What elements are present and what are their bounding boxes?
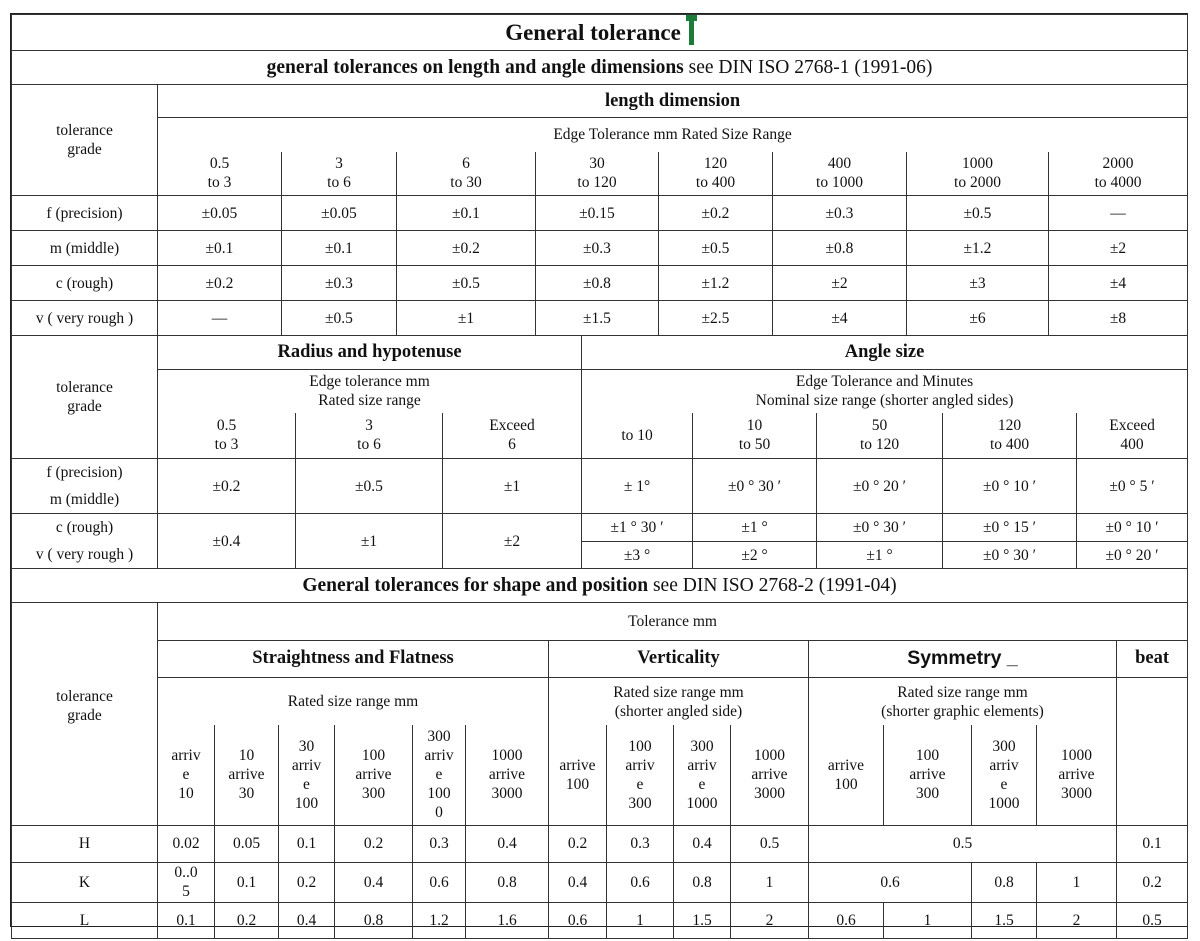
vert-value: 0.4 [674, 825, 731, 862]
shape-grade: H [12, 825, 158, 862]
length-range-header [907, 152, 1049, 196]
length-value: ±0.15 [536, 196, 659, 231]
length-row-grade: m (middle) [12, 231, 158, 266]
vert-value: 0.4 [549, 862, 607, 902]
beat-caption-empty [1117, 678, 1188, 725]
vert-range-header-line: 1000 [754, 747, 785, 765]
angle-v-value: ±2 ° [693, 542, 817, 569]
sym-range-header-line: 100 [915, 747, 940, 765]
vert-range-header-line: 300 [628, 794, 652, 812]
angle-range-header-line: 10 [746, 417, 763, 435]
straight-range-header-line: 300 [361, 785, 386, 803]
sym-range-header-line: arrive [827, 756, 865, 774]
straight-range-header-line: arriv [171, 747, 201, 765]
shape-heading-bold: General tolerances for shape and position [302, 575, 649, 596]
vert-range-header-line: arriv [687, 756, 717, 774]
radius-range-header-line: to 3 [214, 436, 239, 454]
vert-range-header-line: arrive [559, 756, 596, 774]
length-value: ±4 [773, 301, 907, 336]
length-range-header-line: 6 [462, 155, 470, 173]
straight-value: 0.3 [413, 825, 466, 862]
angle-v-value: ±3 ° [582, 542, 693, 569]
sym-value: 1.5 [972, 902, 1037, 938]
vert-range-header [549, 725, 607, 825]
straight-range-header [158, 725, 215, 825]
length-values-body [12, 196, 1188, 336]
straight-caption: Rated size range mm [158, 678, 549, 725]
sym-merged-value: 0.5 [809, 825, 1117, 862]
radius-range-header [443, 413, 582, 459]
length-range-header-line: 0.5 [209, 155, 230, 173]
length-ranges-row [12, 152, 1188, 196]
length-value: ±0.05 [158, 196, 282, 231]
vert-range-header-line: 300 [690, 737, 714, 755]
length-range-header-line: 120 [703, 155, 728, 173]
radius-caption [158, 370, 582, 413]
vert-value: 0.5 [731, 825, 809, 862]
straight-value: 0.4 [335, 862, 413, 902]
angle-range-header [582, 413, 693, 459]
length-range-header-line: to 4000 [1094, 174, 1142, 192]
vert-range-header-line: 100 [565, 775, 590, 793]
length-value: ±0.3 [536, 231, 659, 266]
length-value: ±0.3 [773, 196, 907, 231]
vert-value: 2 [731, 902, 809, 938]
length-value: ±0.5 [282, 301, 397, 336]
straight-value: 0.1 [158, 902, 215, 938]
length-range-header-line: to 120 [577, 174, 617, 192]
straightness-title: Straightness and Flatness [158, 640, 549, 678]
length-dimension-title: length dimension [158, 85, 1188, 118]
radius-cv-value: ±2 [443, 514, 582, 569]
straight-range-header-line: e [303, 775, 310, 793]
straight-value: 0.2 [279, 862, 335, 902]
straight-value: 0.4 [279, 902, 335, 938]
beat-range-blank [1117, 725, 1188, 825]
straight-range-header-line: 100 [361, 747, 386, 765]
sym-range-header-line: arrive [1058, 766, 1095, 784]
length-value: ±2 [1049, 231, 1188, 266]
angle-fm-value: ±0 ° 30 ′ [693, 459, 817, 514]
length-value: ±6 [907, 301, 1049, 336]
radius-angle-ranges-row [12, 413, 1188, 459]
length-value: ±0.1 [397, 196, 536, 231]
radius-fm-value: ±1 [443, 459, 582, 514]
length-dimension-table [11, 84, 1188, 336]
length-value: ±0.2 [659, 196, 773, 231]
length-range-header [1049, 152, 1188, 196]
vert-caption-line1: Rated size range mm [613, 683, 744, 701]
sym-range-header-line: 1000 [988, 794, 1020, 812]
grade-label-line1: tolerance [56, 688, 113, 705]
angle-c-value: ±1 ° 30 ′ [582, 514, 693, 542]
radius-title: Radius and hypotenuse [158, 336, 582, 370]
length-range-header-line: to 1000 [816, 174, 863, 192]
angle-range-header-line: to 10 [621, 426, 653, 444]
sym-range-header-line: 100 [834, 775, 858, 793]
title-table [11, 14, 1188, 85]
length-row [12, 231, 1188, 266]
straight-range-header-line: 30 [298, 737, 315, 755]
length-range-header-line: 2000 [1102, 155, 1134, 173]
sym-range-header-line: 300 [992, 737, 1016, 755]
vert-range-header [607, 725, 674, 825]
length-value: ±0.05 [282, 196, 397, 231]
vert-value: 0.6 [607, 862, 674, 902]
beat-value: 0.1 [1117, 825, 1188, 862]
straight-value: 0.02 [158, 825, 215, 862]
sym-range-header [972, 725, 1037, 825]
angle-c-value: ±0 ° 10 ′ [1077, 514, 1188, 542]
length-edge-caption: Edge Tolerance mm Rated Size Range [158, 118, 1188, 152]
radius-range-header-line: 0.5 [216, 417, 237, 435]
length-range-header [659, 152, 773, 196]
straight-value: 0.4 [466, 825, 549, 862]
length-heading-ref: see DIN ISO 2768-1 (1991-06) [683, 57, 933, 78]
grade-label-line2: grade [67, 398, 102, 415]
length-value: ±0.5 [907, 196, 1049, 231]
straight-range-header [335, 725, 413, 825]
vert-value: 1.5 [674, 902, 731, 938]
radius-range-header-line: to 6 [357, 436, 381, 454]
length-row-grade: v ( very rough ) [12, 301, 158, 336]
length-row-grade: c (rough) [12, 266, 158, 301]
straight-range-header [466, 725, 549, 825]
length-row [12, 196, 1188, 231]
shape-grade: K [12, 862, 158, 902]
straight-range-header-line: 100 [427, 785, 451, 803]
sym-value: 1 [1037, 862, 1117, 902]
vert-caption [549, 678, 809, 725]
straight-range-header-line: 0 [435, 804, 443, 822]
straight-value: 0.05 [215, 825, 279, 862]
straight-range-header-line: e [435, 766, 443, 784]
tolerance-mm-caption: Tolerance mm [158, 603, 1188, 641]
straight-range-header [279, 725, 335, 825]
length-value: ±3 [907, 266, 1049, 301]
length-value: ±0.2 [158, 266, 282, 301]
angle-v-value: ±1 ° [817, 542, 943, 569]
vert-range-header-line: e [698, 775, 706, 793]
angle-caption-line2: Nominal size range (shorter angled sides) [755, 392, 1014, 410]
straight-value: 0.2 [215, 902, 279, 938]
straight-value: 0.1 [279, 825, 335, 862]
length-range-header [158, 152, 282, 196]
beat-title: beat [1117, 640, 1188, 678]
length-value: ±0.2 [397, 231, 536, 266]
length-value: — [158, 301, 282, 336]
sym-caption-line1: Rated size range mm [897, 683, 1028, 701]
grade-c: c (rough) [12, 514, 158, 542]
verticality-title: Verticality [549, 640, 809, 678]
radius-caption-line2: Rated size range [318, 392, 421, 410]
angle-caption [582, 370, 1188, 413]
length-value: ±8 [1049, 301, 1188, 336]
straight-range-header-line: 300 [427, 728, 451, 746]
straight-range-header-line: arrive [355, 766, 392, 784]
straight-value: 0..0 5 [158, 862, 215, 902]
length-range-header-line: to 30 [450, 174, 482, 192]
page-title [12, 15, 1188, 51]
sym-range-header [809, 725, 884, 825]
angle-fm-value: ±0 ° 20 ′ [817, 459, 943, 514]
angle-range-header-line: 50 [871, 417, 888, 435]
vert-value: 0.6 [549, 902, 607, 938]
beat-value: 0.5 [1117, 902, 1188, 938]
shape-position-table [11, 602, 1188, 939]
shape-grade-header [12, 603, 158, 726]
length-value: — [1049, 196, 1188, 231]
length-value: ±0.1 [282, 231, 397, 266]
vert-range-header-line: 1000 [686, 794, 718, 812]
sym-value: 2 [1037, 902, 1117, 938]
length-value: ±0.3 [282, 266, 397, 301]
length-heading-bold: general tolerances on length and angle dimensions [266, 57, 684, 78]
radius-range-header-line: 6 [508, 436, 516, 454]
straight-range-header-line: 30 [238, 785, 255, 803]
shape-heading-table [11, 568, 1188, 603]
sym-merged-value: 0.6 [809, 862, 972, 902]
angle-fm-value: ± 1° [582, 459, 693, 514]
straight-range-header-line: 10 [178, 785, 194, 803]
vert-caption-line2: (shorter angled side) [614, 702, 743, 720]
radius-fm-value: ±0.5 [296, 459, 443, 514]
straight-value: 1.2 [413, 902, 466, 938]
sym-range-header-line: e [1000, 775, 1008, 793]
length-value: ±2.5 [659, 301, 773, 336]
vert-range-header [731, 725, 809, 825]
length-range-header [397, 152, 536, 196]
straight-range-header-line: arriv [424, 747, 454, 765]
vert-value: 0.8 [674, 862, 731, 902]
sym-range-header [884, 725, 972, 825]
sym-range-header-line: 300 [915, 785, 940, 803]
straight-value: 0.8 [466, 862, 549, 902]
straight-range-header-line: 1000 [491, 747, 523, 765]
length-value: ±1.5 [536, 301, 659, 336]
beat-value: 0.2 [1117, 862, 1188, 902]
angle-fm-value: ±0 ° 5 ′ [1077, 459, 1188, 514]
straight-range-header [215, 725, 279, 825]
grade-label-line1: tolerance [56, 379, 113, 396]
length-value: ±0.8 [773, 231, 907, 266]
angle-range-header [1077, 413, 1188, 459]
bookmark-icon [689, 19, 694, 45]
radius-range-header-line: Exceed [489, 417, 535, 435]
length-value: ±0.5 [659, 231, 773, 266]
grade-label-line2: grade [67, 141, 102, 158]
angle-range-header-line: 400 [1120, 436, 1144, 454]
length-value: ±0.8 [536, 266, 659, 301]
length-range-header-line: 30 [589, 155, 605, 173]
straight-range-header-line: arrive [488, 766, 526, 784]
vert-range-header-line: arriv [625, 756, 655, 774]
sym-value: 1 [884, 902, 972, 938]
straight-range-header-line: 10 [238, 747, 255, 765]
straight-range-header-line: e [182, 766, 190, 784]
straight-range-header-line: 3000 [491, 785, 523, 803]
radius-angle-table [11, 335, 1188, 569]
angle-c-value: ±0 ° 15 ′ [943, 514, 1077, 542]
length-range-header [536, 152, 659, 196]
vert-range-header-line: 100 [628, 737, 652, 755]
length-value: ±1 [397, 301, 536, 336]
length-value: ±1.2 [659, 266, 773, 301]
length-value: ±2 [773, 266, 907, 301]
sym-caption [809, 678, 1117, 725]
straight-value: 1.6 [466, 902, 549, 938]
angle-c-value: ±1 ° [693, 514, 817, 542]
page-title-text: General tolerance [505, 19, 681, 45]
grade-header-blank [12, 725, 158, 825]
tolerance-sheet [10, 13, 1188, 927]
radius-caption-line1: Edge tolerance mm [309, 373, 430, 391]
radius-cv-value: ±1 [296, 514, 443, 569]
sym-range-header-line: arrive [909, 766, 946, 784]
sym-range-header [1037, 725, 1117, 825]
length-row [12, 301, 1188, 336]
radius-range-header [296, 413, 443, 459]
length-value: ±4 [1049, 266, 1188, 301]
straight-range-header [413, 725, 466, 825]
sym-value: 0.8 [972, 862, 1037, 902]
angle-c-value: ±0 ° 30 ′ [817, 514, 943, 542]
grade-m: m (middle) [12, 487, 158, 514]
shape-ranges-row [12, 725, 1188, 825]
grade-f: f (precision) [12, 459, 158, 487]
length-value: ±1.2 [907, 231, 1049, 266]
vert-range-header [674, 725, 731, 825]
angle-fm-value: ±0 ° 10 ′ [943, 459, 1077, 514]
length-range-header [773, 152, 907, 196]
angle-v-value: ±0 ° 20 ′ [1077, 542, 1188, 569]
shape-grade: L [12, 902, 158, 938]
angle-v-value: ±0 ° 30 ′ [943, 542, 1077, 569]
straight-value: 0.6 [413, 862, 466, 902]
radius-cv-value: ±0.4 [158, 514, 296, 569]
angle-range-header-line: to 400 [989, 436, 1030, 454]
angle-title: Angle size [582, 336, 1188, 370]
straight-range-header-line: arrive [228, 766, 265, 784]
shape-heading-ref: see DIN ISO 2768-2 (1991-04) [648, 575, 897, 596]
shape-section-heading [12, 569, 1188, 603]
length-grade-header [12, 85, 158, 196]
radius-range-header [158, 413, 296, 459]
straight-value: 0.1 [215, 862, 279, 902]
length-range-header-line: to 3 [207, 174, 232, 192]
length-range-header-line: to 2000 [954, 174, 1001, 192]
sym-value: 0.6 [809, 902, 884, 938]
vert-value: 1 [731, 862, 809, 902]
length-range-header-line: to 400 [695, 174, 736, 192]
angle-range-header [817, 413, 943, 459]
length-range-header-line: 3 [335, 155, 343, 173]
length-range-header-line: 400 [827, 155, 852, 173]
vert-range-header-line: e [636, 775, 644, 793]
straight-range-header-line: arriv [291, 756, 322, 774]
radius-fm-value: ±0.2 [158, 459, 296, 514]
vert-range-header-line: arrive [751, 766, 788, 784]
straight-value: 0.2 [335, 825, 413, 862]
length-value: ±0.1 [158, 231, 282, 266]
length-range-header-line: to 6 [327, 174, 351, 192]
length-section-heading [12, 51, 1188, 85]
grade-label-line1: tolerance [56, 122, 113, 139]
straight-value: 0.8 [335, 902, 413, 938]
angle-range-header [693, 413, 817, 459]
vert-value: 0.3 [607, 825, 674, 862]
vert-value: 0.2 [549, 825, 607, 862]
angle-range-header [943, 413, 1077, 459]
length-range-header [282, 152, 397, 196]
radius-range-header-line: 3 [365, 417, 373, 435]
length-row [12, 266, 1188, 301]
angle-range-header-line: to 120 [859, 436, 900, 454]
angle-range-header-line: to 50 [738, 436, 771, 454]
angle-range-header-line: Exceed [1109, 417, 1155, 435]
angle-caption-line1: Edge Tolerance and Minutes [795, 373, 974, 391]
grade-label-line2: grade [67, 707, 102, 724]
straight-range-header-line: 100 [294, 794, 319, 812]
sym-range-header-line: 1000 [1061, 747, 1092, 765]
sym-caption-line2: (shorter graphic elements) [881, 702, 1044, 720]
length-range-header-line: 1000 [962, 155, 993, 173]
length-row-grade: f (precision) [12, 196, 158, 231]
angle-range-header-line: 120 [997, 417, 1022, 435]
symmetry-title: Symmetry _ [809, 640, 1117, 678]
sym-range-header-line: 3000 [1061, 785, 1092, 803]
vert-range-header-line: 3000 [754, 785, 785, 803]
vert-value: 1 [607, 902, 674, 938]
radius-grade-header [12, 336, 158, 459]
length-value: ±0.5 [397, 266, 536, 301]
sym-range-header-line: arriv [989, 756, 1019, 774]
grade-v: v ( very rough ) [12, 542, 158, 569]
